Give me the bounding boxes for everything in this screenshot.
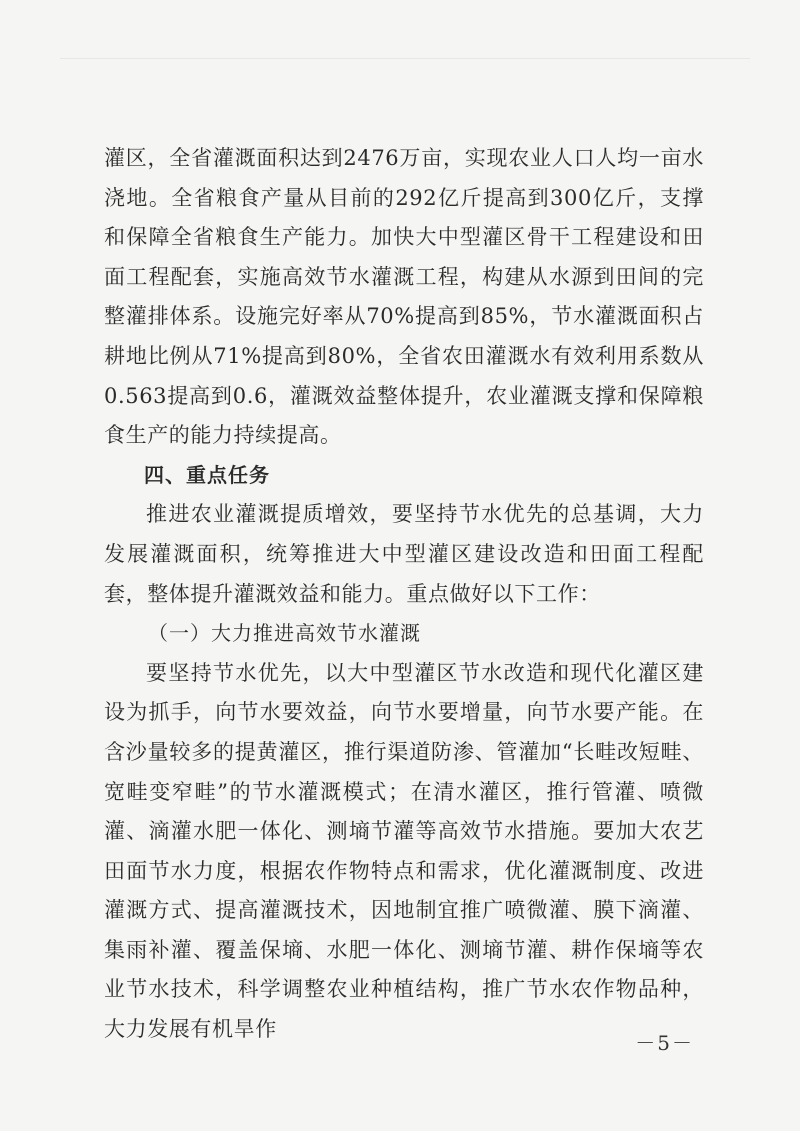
scan-edge-line [60,58,750,59]
paragraph-key-tasks-intro: 推进农业灌溉提质增效，要坚持节水优先的总基调，大力发展灌溉面积，统筹推进大中型灌区建设改造和田面工程配套，整体提升灌溉效益和能力。重点做好以下工作： [104,502,704,606]
paragraph-water-saving-measures: 要坚持节水优先，以大中型灌区节水改造和现代化灌区建设为抓手，向节水要效益，向节水要增量，向节水要产能。在含沙量较多的提黄灌区，推行渠道防渗、管灌加“长畦改短畦、宽畦变窄畦”的节水灌溉模式；在清水灌区，推行管灌、喷微灌、滴灌水肥一体化、测墒节灌等高效节水措施。要加大农艺田面节水力度，根据农作物特点和需求，优化灌溉制度、改进灌溉方式、提高灌溉技术，因地制宜推广喷微灌、膜下滴灌、集雨补灌、覆盖保墒、水肥一体化、测墒节灌、耕作保墒等农业节水技术，科学调整农业种植结构，推广节水农作物品种，大力发展有机旱作 [104,660,704,1042]
paragraph-irrigation-targets: 灌区，全省灌溉面积达到2476万亩，实现农业人口人均一亩水浇地。全省粮食产量从目前的292亿斤提高到300亿斤，支撑和保障全省粮食生产能力。加快大中型灌区骨干工程建设和田面工程配套，实施高效节水灌溉工程，构建从水源到田间的完整灌排体系。设施完好率从70%提高到85%，节水灌溉面积占耕地比例从71%提高到80%，全省农田灌溉水有效利用系数从0.563提高到0.6，灌溉效益整体提升，农业灌溉支撑和保障粮食生产的能力持续提高。 [104,146,704,448]
subsection-heading-water-saving: （一）大力推进高效节水灌溉 [148,621,421,646]
document-body [104,139,704,1050]
section-heading-key-tasks: 四、重点任务 [144,462,270,487]
page-number: －5－ [635,1031,694,1055]
